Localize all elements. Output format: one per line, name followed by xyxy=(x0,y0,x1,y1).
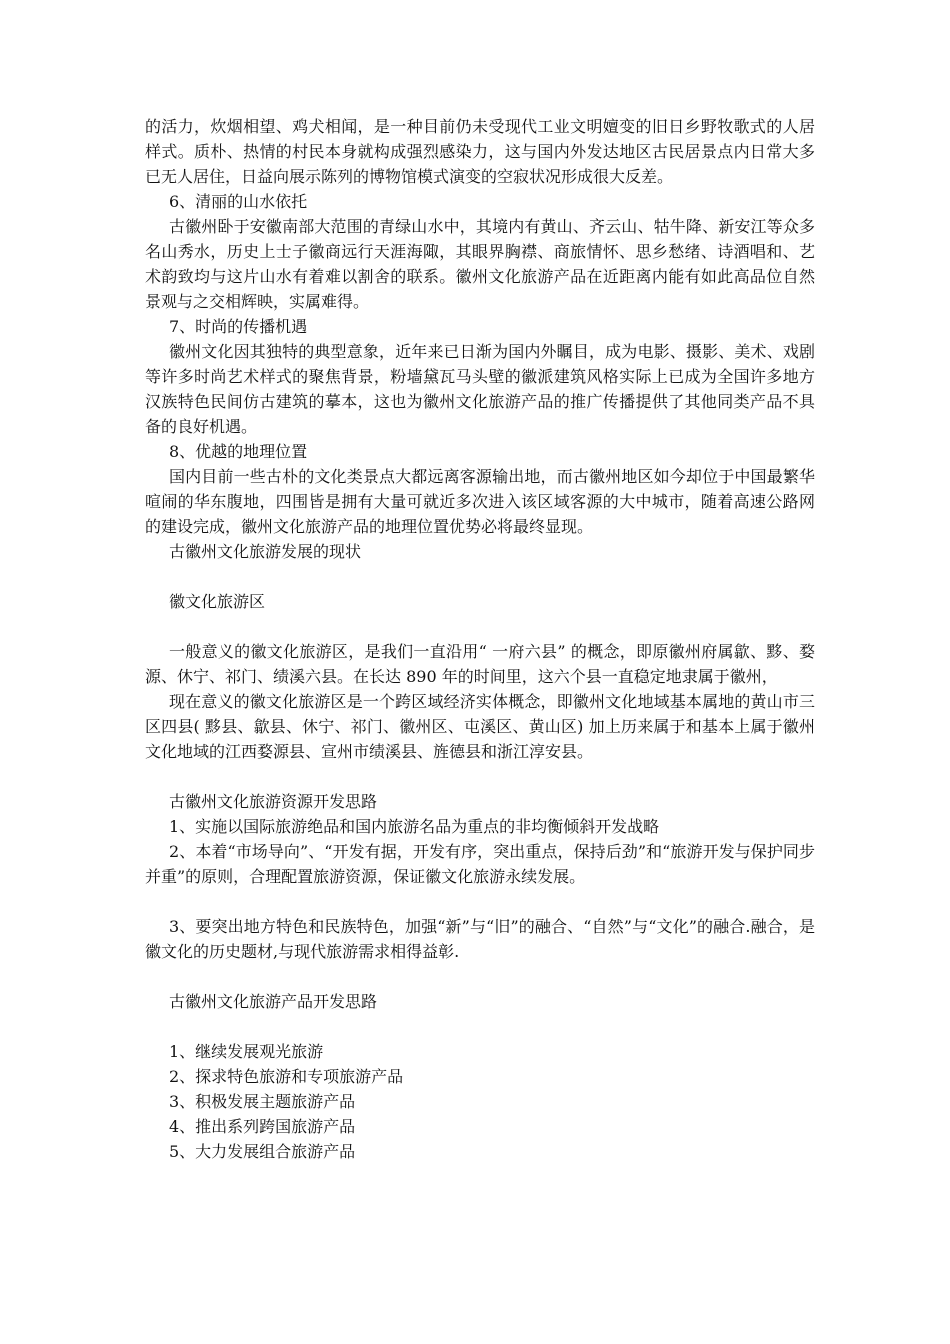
paragraph: 的活力，炊烟相望、鸡犬相闻，是一种目前仍未受现代工业文明嬗变的旧日乡野牧歌式的人居样式。质朴、热情的村民本身就构成强烈感染力，这与国内外发达地区古民居景点内日常大多已无人居住，日益向展示陈列的博物馆模式演变的空寂状况形成很大反差。 xyxy=(145,117,815,186)
paragraph: 8、优越的地理位置 xyxy=(169,442,308,461)
paragraph: 5、大力发展组合旅游产品 xyxy=(169,1142,356,1161)
blank-line xyxy=(145,1014,815,1039)
paragraph: 3、积极发展主题旅游产品 xyxy=(169,1092,356,1111)
paragraph: 徽州文化因其独特的典型意象，近年来已日渐为国内外瞩目，成为电影、摄影、美术、戏剧等许多时尚艺术样式的聚焦背景，粉墙黛瓦马头壁的徽派建筑风格实际上已成为全国许多地方汉族特色民间仿古建筑的摹本，这也为徽州文化旅游产品的推广传播提供了其他同类产品不具备的良好机遇。 xyxy=(145,342,815,436)
paragraph: 古徽州文化旅游产品开发思路 xyxy=(169,992,378,1011)
paragraph: 现在意义的徽文化旅游区是一个跨区域经济实体概念，即徽州文化地域基本属地的黄山市三区四县( 黟县、歙县、休宁、祁门、徽州区、屯溪区、黄山区) 加上历来属于和基本上属于徽州文化地域的江西婺源县、宣州市绩溪县、旌德县和浙江淳安县。 xyxy=(145,692,815,761)
document-page xyxy=(145,114,815,1164)
paragraph: 2、本着“市场导向”、“开发有据，开发有序，突出重点，保持后劲”和“旅游开发与保护同步并重”的原则，合理配置旅游资源，保证徽文化旅游永续发展。 xyxy=(145,842,815,886)
paragraph: 1、实施以国际旅游绝品和国内旅游名品为重点的非均衡倾斜开发战略 xyxy=(169,817,660,836)
blank-line xyxy=(145,889,815,914)
blank-line xyxy=(145,614,815,639)
paragraph: 一般意义的徽文化旅游区，是我们一直沿用“ 一府六县” 的概念，即原徽州府属歙、黟、婺源、休宁、祁门、绩溪六县。在长达 890 年的时间里，这六个县一直稳定地隶属于徽州， xyxy=(145,642,815,686)
paragraph: 7、时尚的传播机遇 xyxy=(169,317,308,336)
paragraph: 古徽州文化旅游资源开发思路 xyxy=(169,792,378,811)
blank-line xyxy=(145,964,815,989)
paragraph: 古徽州文化旅游发展的现状 xyxy=(169,542,362,561)
paragraph: 1、继续发展观光旅游 xyxy=(169,1042,324,1061)
paragraph: 3、要突出地方特色和民族特色，加强“新”与“旧”的融合、“自然”与“文化”的融合.融合，是徽文化的历史题材,与现代旅游需求相得益彰. xyxy=(145,917,815,961)
blank-line xyxy=(145,564,815,589)
paragraph: 国内目前一些古朴的文化类景点大都远离客源输出地，而古徽州地区如今却位于中国最繁华喧闹的华东腹地，四围皆是拥有大量可就近多次进入该区域客源的大中城市，随着高速公路网的建设完成，徽州文化旅游产品的地理位置优势必将最终显现。 xyxy=(145,467,815,536)
blank-line xyxy=(145,764,815,789)
paragraph: 2、探求特色旅游和专项旅游产品 xyxy=(169,1067,404,1086)
paragraph: 6、清丽的山水依托 xyxy=(169,192,308,211)
paragraph: 古徽州卧于安徽南部大范围的青绿山水中，其境内有黄山、齐云山、牯牛降、新安江等众多名山秀水，历史上士子徽商远行天涯海陬，其眼界胸襟、商旅情怀、思乡愁绪、诗酒唱和、艺术韵致均与这片山水有着难以割舍的联系。徽州文化旅游产品在近距离内能有如此高品位自然景观与之交相辉映，实属难得。 xyxy=(145,217,815,311)
paragraph: 徽文化旅游区 xyxy=(169,592,266,611)
paragraph: 4、推出系列跨国旅游产品 xyxy=(169,1117,356,1136)
